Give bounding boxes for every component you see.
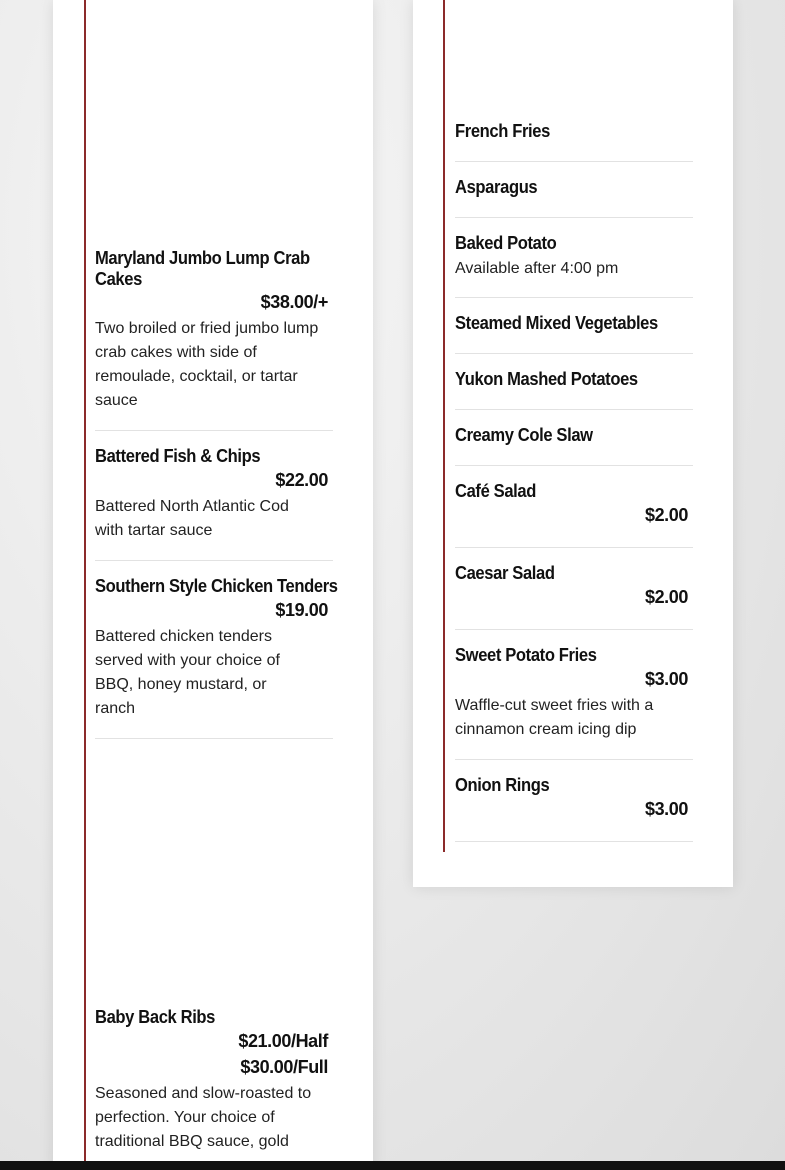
item-price-full: $30.00/Full [240,1057,328,1077]
side-item-baked-potato [455,233,693,298]
side-item-mashed-potatoes [455,369,693,410]
item-name: Steamed Mixed Vegetables [455,313,658,333]
bottom-edge-bar [0,1161,785,1170]
item-name: Café Salad [455,481,537,501]
item-description: Two broiled or fried jumbo lump crab cakes with side of remoulade, cocktail, or tartar sauce [95,320,319,409]
item-price: $22.00 [275,470,328,490]
menu-item-crab-cakes [95,248,333,431]
side-item-cafe-salad [455,481,693,548]
item-description: Waffle-cut sweet fries with a cinnamon cream icing dip [455,697,654,738]
item-name: Asparagus [455,177,538,197]
item-description: Battered chicken tenders served with your choice of BBQ, honey mustard, or ranch [95,628,280,717]
item-price: $3.00 [644,799,688,819]
item-name: Baby Back Ribs [95,1007,216,1027]
item-name: French Fries [455,121,550,141]
accent-rule-right [443,0,445,852]
side-item-onion-rings [455,775,693,842]
item-name: Baked Potato [455,233,557,253]
side-item-cole-slaw [455,425,693,466]
item-price: $3.00 [644,669,688,689]
item-name: Battered Fish & Chips [95,446,261,466]
item-price-half: $21.00/Half [238,1031,328,1051]
side-item-steamed-vegetables [455,313,693,354]
menu-item-baby-back-ribs [95,1007,333,1167]
side-item-caesar-salad [455,563,693,630]
item-name: Yukon Mashed Potatoes [455,369,638,389]
item-description: Battered North Atlantic Cod with tartar sauce [95,498,289,539]
item-name: Sweet Potato Fries [455,645,597,665]
menu-item-chicken-tenders [95,576,338,739]
item-name: Onion Rings [455,775,550,795]
item-name: Maryland Jumbo Lump Crab Cakes [95,248,310,289]
menu-item-fish-chips [95,446,333,561]
item-availability-note: Available after 4:00 pm [455,260,619,277]
item-name: Creamy Cole Slaw [455,425,593,445]
side-item-asparagus [455,177,693,218]
side-item-sweet-potato-fries [455,645,693,760]
item-name: Caesar Salad [455,563,555,583]
item-price: $2.00 [644,505,688,525]
item-price: $2.00 [644,587,688,607]
item-name: Southern Style Chicken Tenders [95,576,338,596]
accent-rule-left [84,0,86,1170]
item-price: $19.00 [275,600,328,620]
item-description: Seasoned and slow-roasted to perfection. Your choice of traditional BBQ sauce, gold [95,1085,312,1150]
side-item-french-fries [455,121,693,162]
item-price: $38.00/+ [260,292,328,312]
